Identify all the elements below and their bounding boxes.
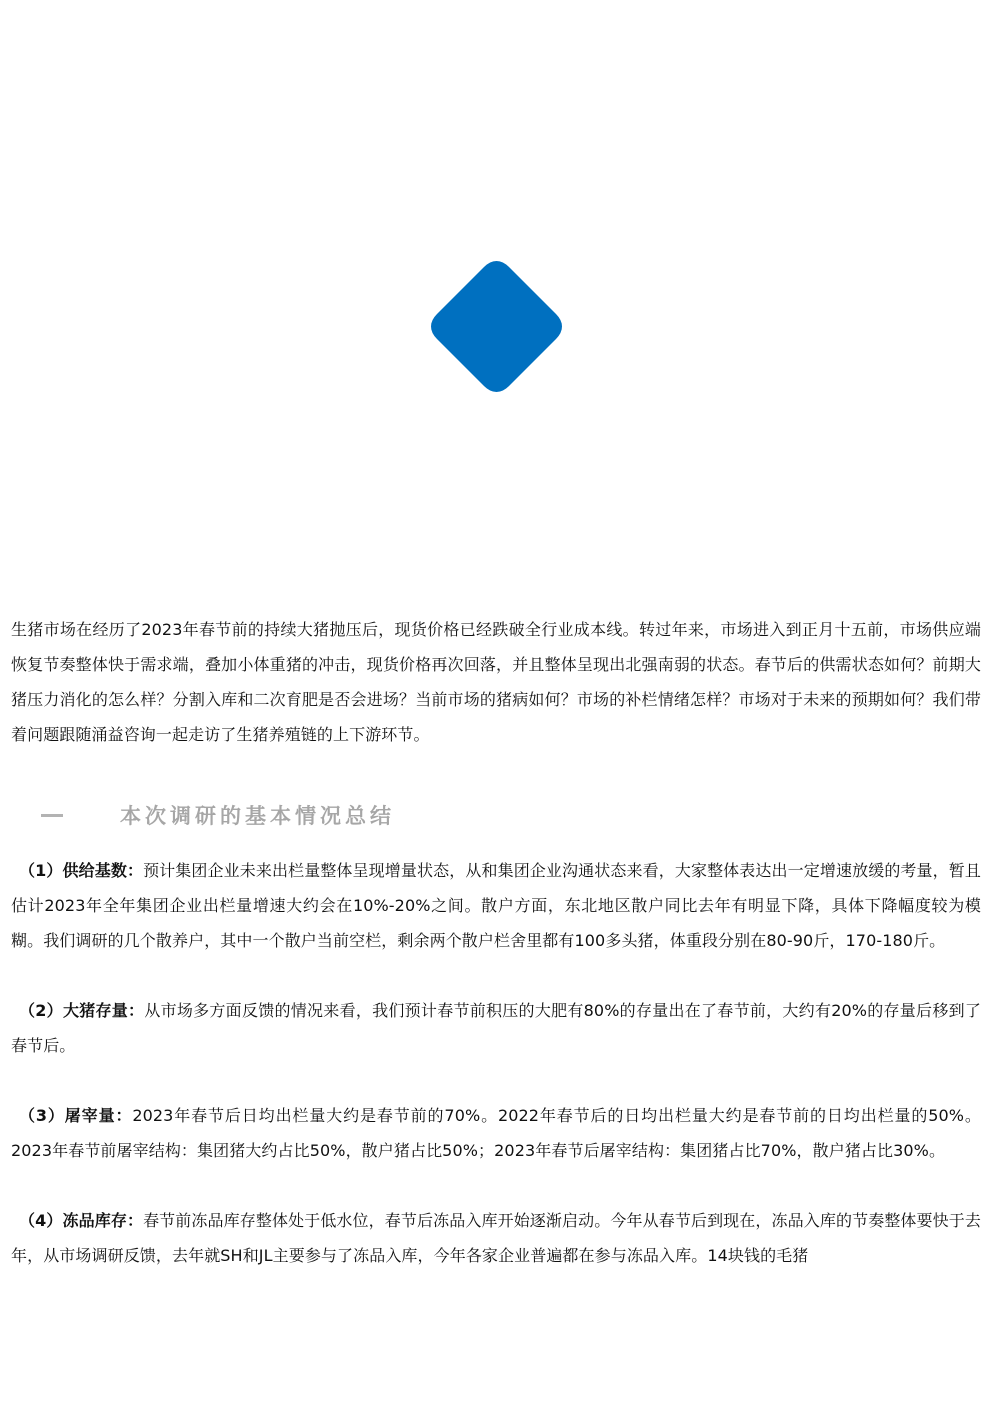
document-body [11,612,981,1308]
diamond-logo-icon [425,255,568,398]
item-label: 大猪存量： [62,1001,145,1020]
item-label: 冻品库存： [62,1211,144,1230]
item-number: （3） [19,1106,65,1125]
section-title: 本次调研的基本情况总结 [120,804,395,828]
item-number: （2） [19,1001,63,1020]
intro-paragraph: 生猪市场在经历了2023年春节前的持续大猪抛压后，现货价格已经跌破全行业成本线。转过年来，市场进入到正月十五前，市场供应端恢复节奏整体快于需求端，叠加小体重猪的冲击，现货价格再次回落，并且整体呈现出北强南弱的状态。春节后的供需状态如何？前期大猪压力消化的怎么样？分割入库和二次育肥是否会进场？当前市场的猪病如何？市场的补栏情绪怎样？市场对于未来的预期如何？我们带着问题跟随涌益咨询一起走访了生猪养殖链的上下游环节。 [11,620,981,744]
item-text: 2023年春节后日均出栏量大约是春节前的70%。2022年春节后的日均出栏量大约是春节前的日均出栏量的50%。2023年春节前屠宰结构：集团猪大约占比50%，散户猪占比50%；2023年春节后屠宰结构：集团猪占比70%，散户猪占比30%。 [11,1106,981,1160]
item-number: （1） [19,861,63,880]
item-label: 供给基数： [62,861,144,880]
item-text: 预计集团企业未来出栏量整体呈现增量状态，从和集团企业沟通状态来看，大家整体表达出一定增速放缓的考量，暂且估计2023年全年集团企业出栏量增速大约会在10%-20%之间。散户方面，东北地区散户同比去年有明显下降，具体下降幅度较为模糊。我们调研的几个散养户，其中一个散户当前空栏，剩余两个散户栏舍里都有100多头猪，体重段分别在80-90斤，170-180斤。 [11,861,981,950]
section-number-dash [41,814,63,817]
list-item-large-hog-stock [11,993,981,1063]
list-item-supply-base [11,853,981,958]
list-item-frozen-inventory [11,1203,981,1273]
section-heading [11,795,981,835]
item-label: 屠宰量： [64,1106,133,1125]
item-number: （4） [19,1211,63,1230]
list-item-slaughter-volume [11,1098,981,1168]
item-text: 从市场多方面反馈的情况来看，我们预计春节前积压的大肥有80%的存量出在了春节前，大约有20%的存量后移到了春节后。 [11,1001,981,1055]
item-text: 春节前冻品库存整体处于低水位，春节后冻品入库开始逐渐启动。今年从春节后到现在，冻品入库的节奏整体要快于去年，从市场调研反馈，去年就SH和JL主要参与了冻品入库，今年各家企业普遍都在参与冻品入库。14块钱的毛猪 [11,1211,981,1265]
